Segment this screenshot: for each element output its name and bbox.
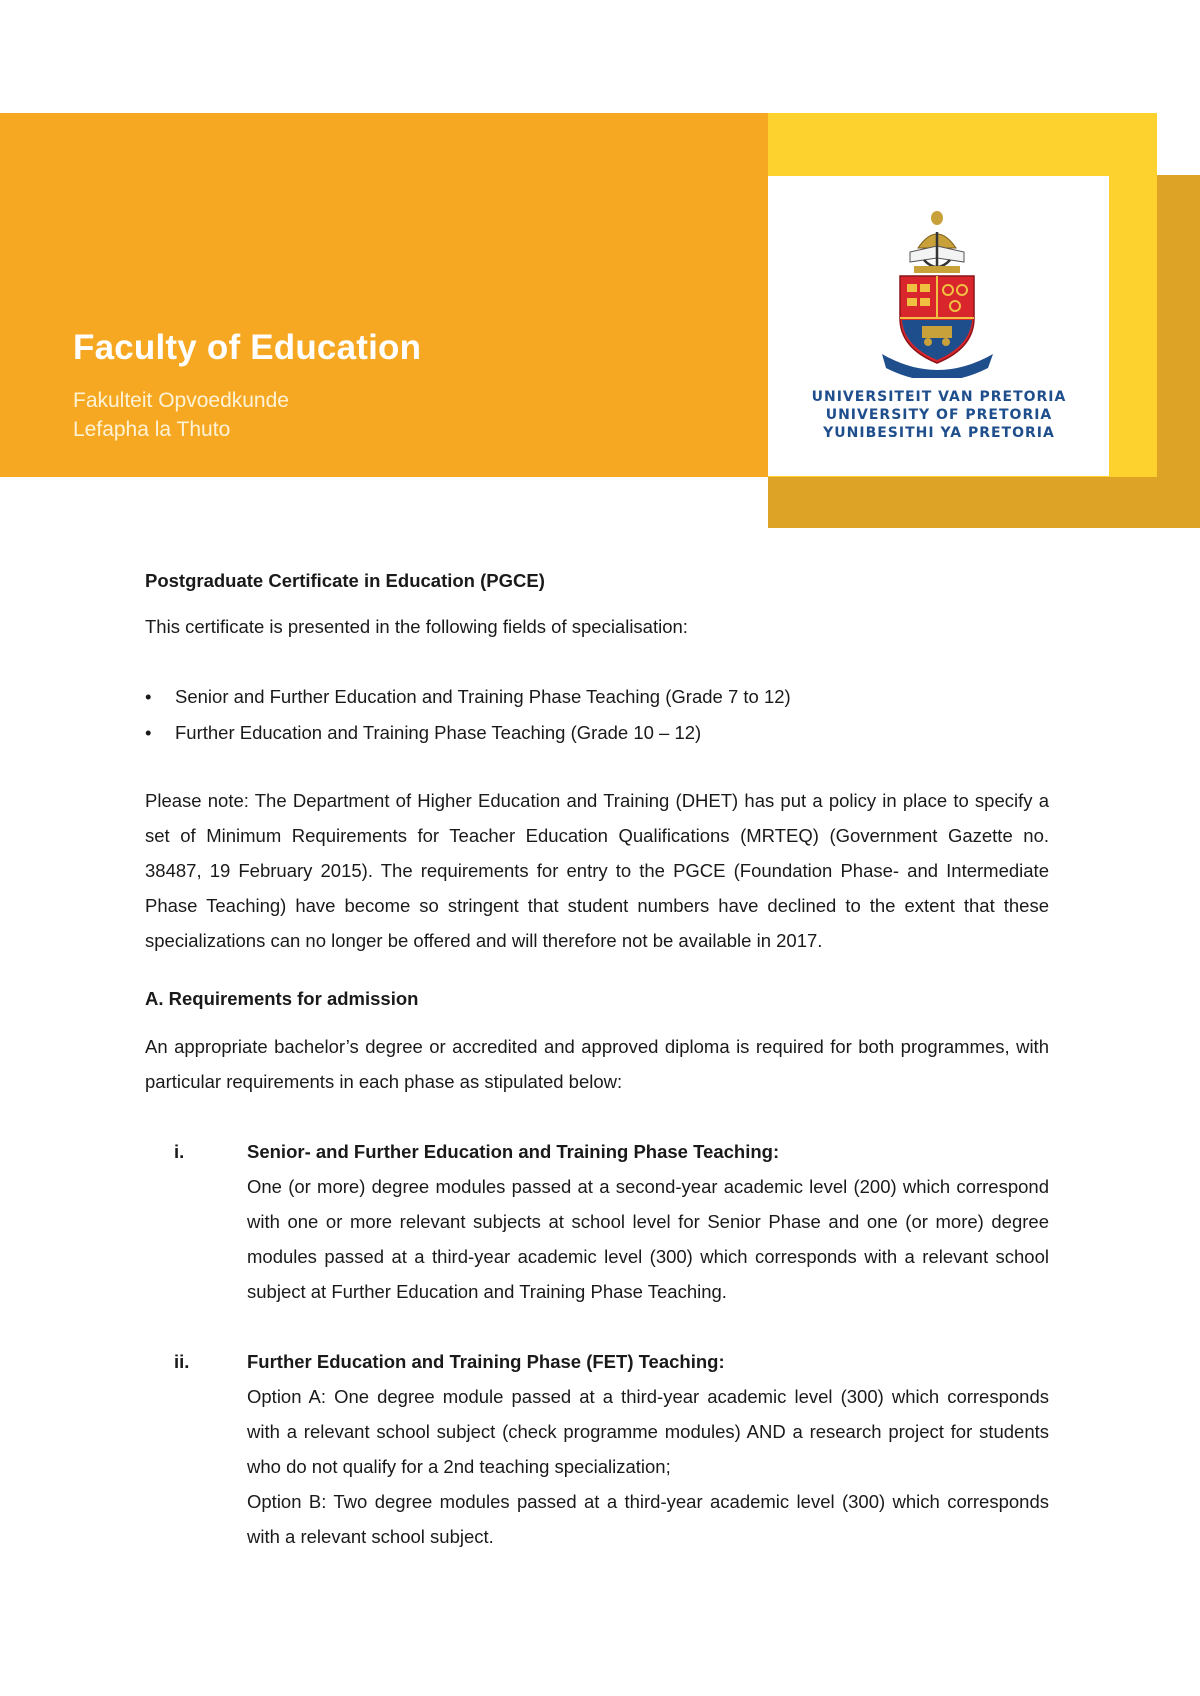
- requirement-number: ii.: [174, 1351, 190, 1372]
- university-names: [786, 388, 1092, 442]
- university-name-afrikaans: UNIVERSITEIT VAN PRETORIA: [811, 389, 1067, 405]
- policy-note: Please note: The Department of Higher Education and Training (DHET) has put a policy in place to specify a set of Minimum Requirements for Teacher Education Qualifications (MRTEQ) (Government Gazette no. 38487, 19 February 2015). The requirements for entry to the PGCE (Foundation Phase- and Intermediate Phase Teaching) have become so stringent that student numbers have declined to the extent that these specializations can no longer be offered and will therefore not be available in 2017.: [145, 790, 1049, 951]
- university-crest-icon: [880, 208, 995, 378]
- list-item: • Senior and Further Education and Training Phase Teaching (Grade 7 to 12): [145, 679, 1049, 715]
- requirement-item-fet: [145, 1344, 1049, 1554]
- document-title: Postgraduate Certificate in Education (PGCE): [145, 570, 545, 591]
- requirement-option-b: Option B: Two degree modules passed at a third-year academic level (300) which corresponds with a relevant school subject.: [247, 1491, 1049, 1547]
- header-accent-gold-bottom: [768, 477, 1200, 528]
- requirement-item-senior-fet: [145, 1134, 1049, 1309]
- faculty-subtitle-sepedi: Lefapha la Thuto: [73, 418, 231, 441]
- requirement-option-a: Option A: One degree module passed at a third-year academic level (300) which corresponds with a relevant school subject (check programme modules) AND a research project for students who do not qualify for a 2nd teaching specialization;: [247, 1386, 1049, 1477]
- header-accent-gold-right: [1157, 175, 1200, 528]
- requirement-title: Senior- and Further Education and Training Phase Teaching:: [247, 1141, 780, 1162]
- university-name-english: UNIVERSITY OF PRETORIA: [825, 407, 1053, 423]
- intro-text: This certificate is presented in the following fields of specialisation:: [145, 616, 688, 637]
- university-name-sepedi: YUNIBESITHI YA PRETORIA: [823, 425, 1055, 441]
- section-a-heading: A. Requirements for admission: [145, 988, 419, 1009]
- faculty-subtitles: [73, 386, 289, 444]
- section-a-intro: An appropriate bachelor’s degree or accredited and approved diploma is required for both programmes, with particular requirements in each phase as stipulated below:: [145, 1036, 1049, 1092]
- requirement-title: Further Education and Training Phase (FET) Teaching:: [247, 1351, 725, 1372]
- requirement-text: One (or more) degree modules passed at a second-year academic level (200) which correspond with one or more relevant subjects at school level for Senior Phase and one (or more) degree modules passed at a third-year academic level (300) which corresponds with a relevant school subject at Further Education and Training Phase Teaching.: [247, 1176, 1049, 1302]
- requirement-number: i.: [174, 1141, 185, 1162]
- document-body: [145, 563, 1049, 1554]
- list-item: • Further Education and Training Phase Teaching (Grade 10 – 12): [145, 715, 1049, 751]
- specialisation-list: [145, 679, 1049, 751]
- faculty-subtitle-afrikaans: Fakulteit Opvoedkunde: [73, 389, 289, 412]
- faculty-title: Faculty of Education: [73, 328, 422, 367]
